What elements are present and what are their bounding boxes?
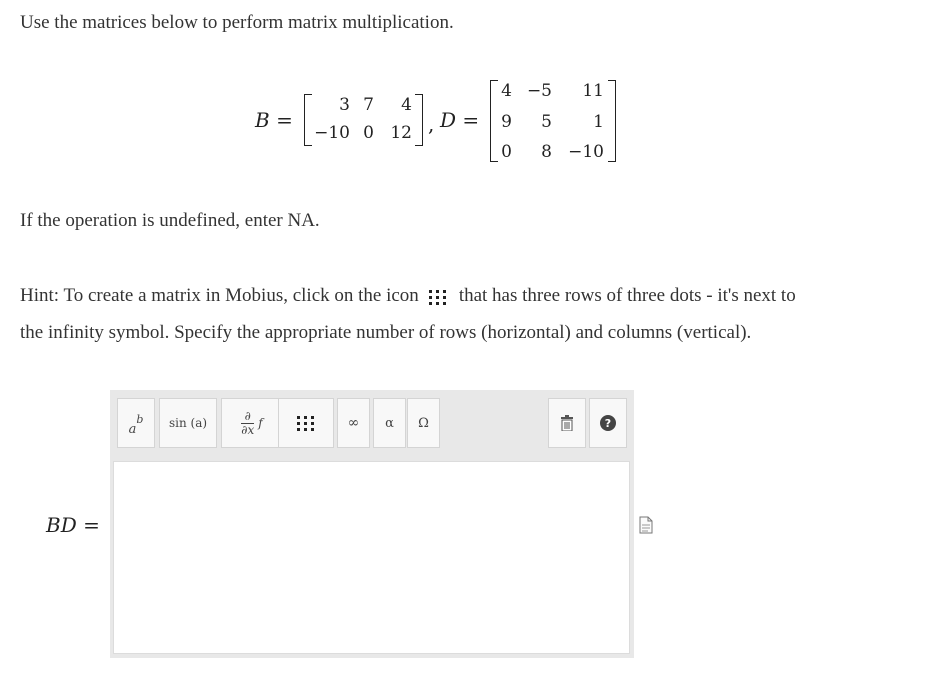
omega-button[interactable]	[407, 398, 440, 448]
document-icon[interactable]	[639, 516, 653, 534]
matrix-b-cell: 4	[401, 95, 412, 115]
matrix-icon	[427, 287, 449, 307]
matrix-d-cell: 8	[541, 142, 552, 162]
omega-icon: Ω	[418, 415, 429, 431]
question-intro: Use the matrices below to perform matrix multiplication.	[20, 12, 454, 33]
superscript-icon: $a^b$	[128, 413, 144, 437]
undefined-note: If the operation is undefined, enter NA.	[20, 210, 320, 231]
sin-button-label: sin (a)	[168, 416, 208, 430]
matrix-d-cell: 11	[582, 81, 604, 101]
matrix-d-cell: −10	[568, 142, 604, 162]
matrix-b-cell: 3	[339, 95, 350, 115]
alpha-icon: α	[385, 415, 394, 431]
matrix-b-cell: 12	[390, 123, 412, 143]
hint-line-2: the infinity symbol. Specify the appropriate number of rows (horizontal) and columns (vertical).	[20, 322, 752, 343]
matrix-b-cell: −10	[314, 123, 350, 143]
matrix-d-label: D =	[440, 108, 480, 132]
hint-line-1	[20, 285, 796, 307]
partial-derivative-button[interactable]	[221, 398, 283, 448]
superscript-button[interactable]	[117, 398, 155, 448]
matrix-b-left-bracket	[304, 94, 312, 146]
matrix-d-right-bracket	[608, 80, 616, 162]
matrix-d-cell: 5	[541, 112, 552, 132]
matrix-d-cell: 0	[501, 142, 512, 162]
alpha-button[interactable]	[373, 398, 406, 448]
trash-button[interactable]	[548, 398, 586, 448]
matrix-separator: ,	[428, 112, 435, 136]
matrix-d-cell: 4	[501, 81, 512, 101]
matrix-d-cell: −5	[526, 81, 552, 101]
trash-icon	[560, 415, 574, 431]
help-button[interactable]	[589, 398, 627, 448]
help-icon: ?	[600, 415, 616, 431]
matrix-d-cell: 9	[501, 112, 512, 132]
hint-text-before: Hint: To create a matrix in Mobius, click on the icon	[20, 285, 419, 306]
matrix-icon	[296, 414, 316, 432]
hint-text-after: that has three rows of three dots - it's next to	[458, 285, 796, 306]
answer-label: BD =	[46, 513, 100, 537]
matrix-b-label: B =	[255, 108, 293, 132]
sin-button[interactable]	[159, 398, 217, 448]
matrix-b-cell: 0	[363, 123, 374, 143]
partial-derivative-icon: ∂ ∂x f	[241, 408, 263, 437]
matrix-b-cell: 7	[363, 95, 374, 115]
infinity-button[interactable]	[337, 398, 370, 448]
answer-input[interactable]	[113, 461, 630, 654]
matrix-button[interactable]	[278, 398, 334, 448]
matrix-d-cell: 1	[593, 112, 604, 132]
infinity-icon: ∞	[347, 415, 360, 431]
matrix-b-right-bracket	[415, 94, 423, 146]
